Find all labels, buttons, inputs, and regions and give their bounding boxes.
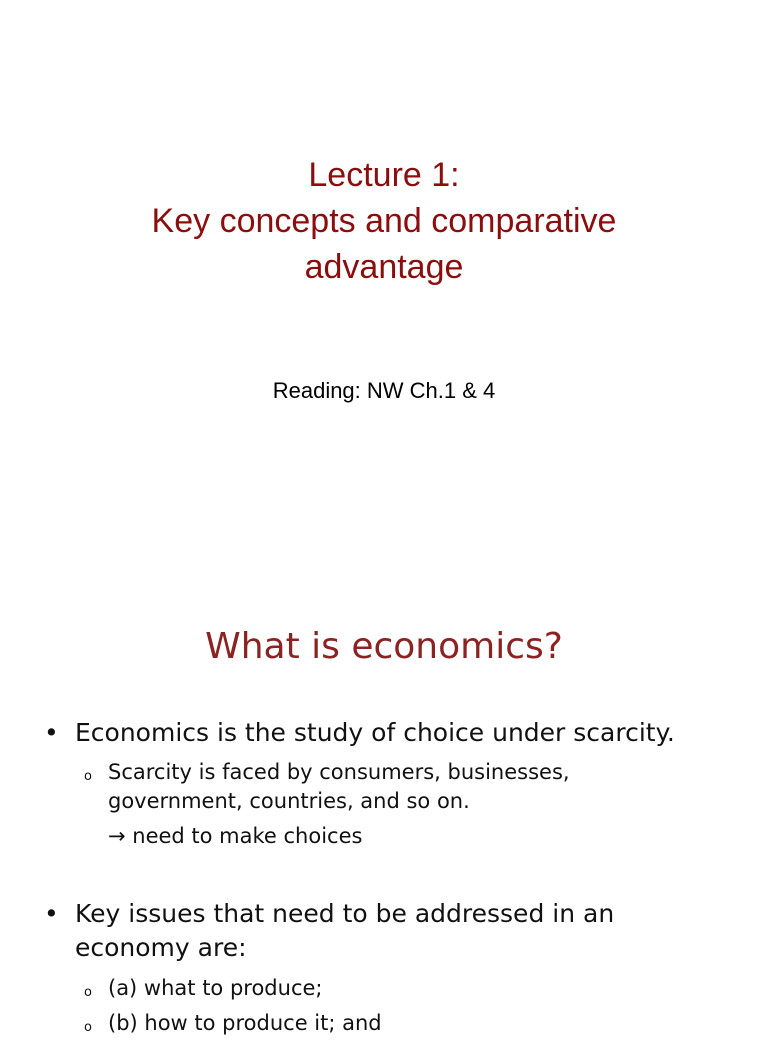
lecture-title [0,152,768,290]
bullet-dot-icon: • [44,899,59,928]
bullet-text: Economics is the study of choice under scarcity. [75,718,675,747]
title-line-1: Lecture 1: [308,156,460,194]
title-line-3: advantage [304,248,464,286]
slide-2-title: What is economics? [205,626,563,667]
sub-bullet-icon: o [84,769,92,784]
sub-bullet-icon: o [84,985,92,1000]
title-line-2: Key concepts and comparative [151,202,617,240]
sub-bullet-text: (a) what to produce; [108,976,323,1000]
sub-bullet-text: government, countries, and so on. [108,789,470,813]
sub-bullet-icon: o [84,1020,92,1035]
bullet-text: economy are: [75,933,247,962]
sub-bullet-text: (b) how to produce it; and [108,1011,382,1035]
reading-note: Reading: NW Ch.1 & 4 [272,378,496,403]
bullet-text: Key issues that need to be addressed in an [75,899,615,928]
slide-2 [0,576,768,1035]
sub-bullet-text: Scarcity is faced by consumers, businesses, [108,760,570,784]
arrow-note-text: → need to make choices [108,824,363,848]
bullet-dot-icon: • [44,718,59,747]
